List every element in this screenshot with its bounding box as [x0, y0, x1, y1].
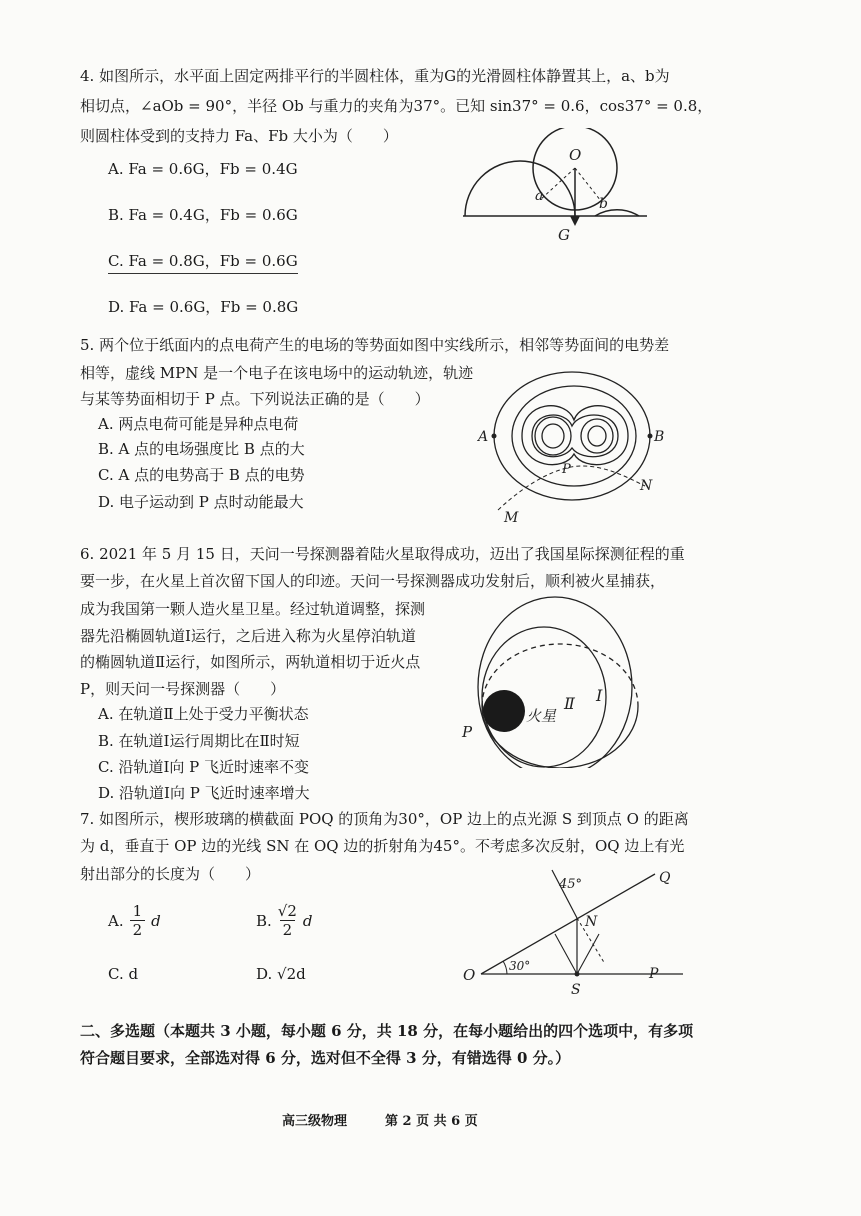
- q7-line3: 射出部分的长度为（ ）: [80, 865, 261, 883]
- q7-label-45: 45°: [559, 877, 583, 892]
- q5-option-a: A. 两点电荷可能是异种点电荷: [98, 415, 299, 433]
- section2-line2: 符合题目要求，全部选对得 6 分，选对但不全得 3 分，有错选得 0 分。）: [80, 1049, 571, 1067]
- q6-option-a: A. 在轨道Ⅱ上处于受力平衡状态: [98, 705, 309, 723]
- q5-figure: [470, 360, 670, 525]
- q7-option-a-var: d: [151, 911, 161, 930]
- q7-option-d: D. √2d: [256, 965, 306, 983]
- section2-line1: 二、多选题（本题共 3 小题，每小题 6 分，共 18 分，在每小题给出的四个选项中，有多项: [80, 1022, 694, 1040]
- q5-label-m: M: [504, 510, 519, 525]
- q4-figure: [455, 128, 655, 248]
- q5-label-a: A: [478, 429, 489, 445]
- q5-option-c: C. A 点的电势高于 B 点的电势: [98, 466, 305, 484]
- q4-label-b: b: [599, 196, 608, 212]
- q7-figure: [455, 860, 695, 1000]
- q6-option-b: B. 在轨道Ⅰ运行周期比在Ⅱ时短: [98, 732, 300, 750]
- q7-option-a-letter: A.: [108, 911, 124, 930]
- q6-line3: 成为我国第一颗人造火星卫星。经过轨道调整，探测: [80, 600, 426, 618]
- q6-option-d: D. 沿轨道Ⅰ向 P 飞近时速率增大: [98, 784, 310, 802]
- q5-label-p: P: [562, 462, 571, 477]
- q6-line1: 6. 2021 年 5 月 15 日，天问一号探测器着陆火星取得成功，迈出了我国星际探测征程的重: [80, 545, 685, 563]
- q4-label-a: a: [535, 188, 544, 204]
- q7-label-30: 30°: [509, 959, 531, 973]
- q7-option-a-fraction: [130, 902, 146, 939]
- q4-option-c: C. Fa = 0.8G，Fb = 0.6G: [108, 249, 298, 274]
- q6-line2: 要一步，在火星上首次留下国人的印迹。天问一号探测器成功发射后，顺利被火星捕获，: [80, 572, 666, 590]
- q4-option-a: A. Fa = 0.6G，Fb = 0.4G: [108, 160, 298, 178]
- q7-option-b: [256, 902, 313, 939]
- q5-label-b: B: [654, 429, 665, 445]
- q7-option-a: [108, 902, 161, 939]
- q6-label-orbit2: Ⅱ: [564, 694, 575, 713]
- q4-label-o: O: [569, 146, 582, 164]
- q4-line2: 相切点，∠aOb = 90°，半径 Ob 与重力的夹角为37°。已知 sin37° = 0.6，cos37° = 0.8，: [80, 97, 713, 115]
- q4-line3: 则圆柱体受到的支持力 Fa、Fb 大小为（ ）: [80, 127, 398, 145]
- q6-label-orbit1: Ⅰ: [596, 686, 603, 705]
- q7-option-a-denominator: 2: [130, 920, 146, 939]
- q4-option-b: B. Fa = 0.4G，Fb = 0.6G: [108, 206, 298, 224]
- q6-label-p: P: [462, 723, 473, 741]
- q7-line1: 7. 如图所示，楔形玻璃的横截面 POQ 的顶角为30°，OP 边上的点光源 S 到顶点 O 的距离: [80, 810, 689, 828]
- q7-option-a-numerator: 1: [132, 902, 143, 920]
- q6-label-mars: 火星: [526, 707, 557, 725]
- q7-option-b-letter: B.: [256, 911, 272, 930]
- q7-label-s: S: [571, 982, 581, 998]
- footer-page: 第 2 页 共 6 页: [385, 1114, 478, 1129]
- q7-option-b-var: d: [302, 911, 313, 930]
- q5-line2: 相等，虚线 MPN 是一个电子在该电场中的运动轨迹，轨迹: [80, 364, 474, 382]
- q4-label-g: G: [558, 226, 570, 244]
- q7-option-b-numerator: √2: [277, 902, 297, 920]
- q4-line1: 4. 如图所示，水平面上固定两排平行的半圆柱体，重为G的光滑圆柱体静置其上，a、b为: [80, 67, 670, 85]
- q6-figure: [440, 593, 680, 768]
- q5-option-d: D. 电子运动到 P 点时动能最大: [98, 493, 304, 511]
- q6-line6: P，则天问一号探测器（ ）: [80, 680, 286, 698]
- q4-option-d: D. Fa = 0.6G，Fb = 0.8G: [108, 298, 299, 316]
- q5-option-b: B. A 点的电场强度比 B 点的大: [98, 440, 305, 458]
- q5-line1: 5. 两个位于纸面内的点电荷产生的电场的等势面如图中实线所示，相邻等势面间的电势差: [80, 336, 670, 354]
- q7-option-c: C. d: [108, 965, 139, 983]
- q5-label-n: N: [640, 478, 653, 494]
- q7-label-q: Q: [659, 870, 671, 886]
- q7-option-b-denominator: 2: [280, 920, 296, 939]
- q7-label-n: N: [585, 914, 598, 930]
- q6-line4: 器先沿椭圆轨道Ⅰ运行，之后进入称为火星停泊轨道: [80, 627, 416, 645]
- q5-line3: 与某等势面相切于 P 点。下列说法正确的是（ ）: [80, 390, 430, 408]
- q7-label-o: O: [463, 966, 476, 984]
- q6-option-c: C. 沿轨道Ⅰ向 P 飞近时速率不变: [98, 758, 310, 776]
- q7-label-p: P: [649, 966, 659, 982]
- q7-option-b-fraction: [278, 902, 297, 939]
- q7-line2: 为 d，垂直于 OP 边的光线 SN 在 OQ 边的折射角为45°。不考虑多次反射，OQ 边上有光: [80, 837, 685, 855]
- q6-line5: 的椭圆轨道Ⅱ运行，如图所示，两轨道相切于近火点: [80, 653, 421, 671]
- footer-subject: 高三级物理: [282, 1114, 348, 1129]
